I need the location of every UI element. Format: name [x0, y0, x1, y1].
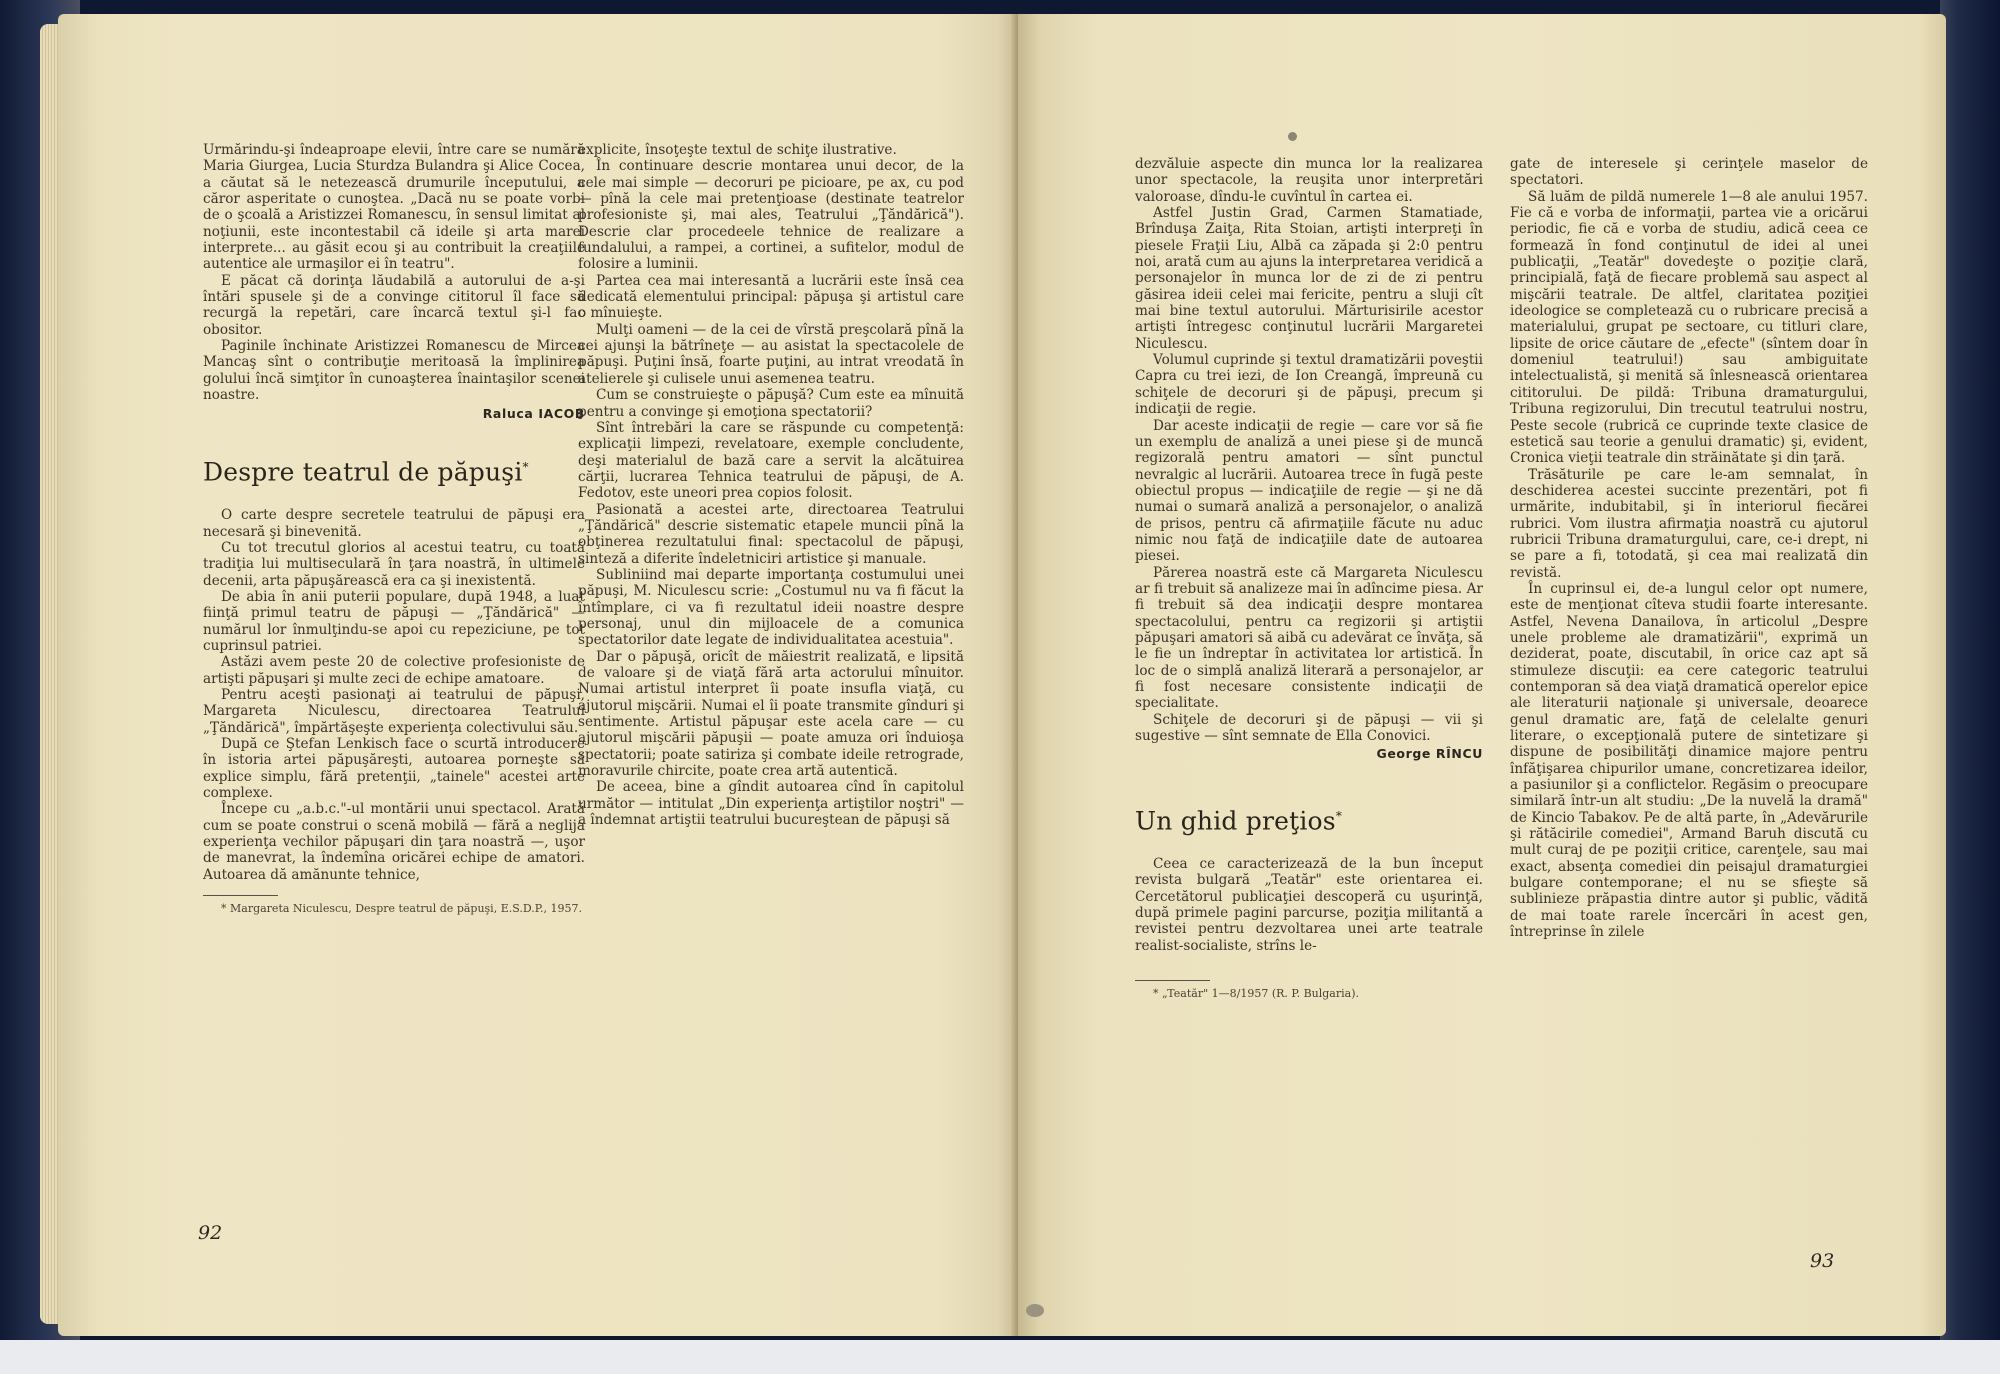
right-column-2 — [1510, 156, 1868, 941]
paragraph: Schiţele de decoruri şi de păpuşi — vii şi sugestive — sînt semnate de Ella Conovici. — [1135, 711, 1483, 745]
article-heading-text: Despre teatrul de păpuşi — [203, 457, 523, 487]
footnote-rule — [203, 895, 278, 896]
paragraph: dezvăluie aspecte din munca lor la realizarea unor spectacole, la reuşita unor interpretări valoroase, dîndu-le cuvîntul în cartea ei. — [1135, 156, 1483, 205]
paragraph: Părerea noastră este că Margareta Niculescu ar fi trebuit să analizeze mai în adîncime piesa. Ar fi trebuit să dea indicaţii despre montarea spectacolului, pentru ca regizorii şi artiştii păpuşari amatori să aibă cu adevărat ce învăţa, să le fie un îndreptar în activitatea lor artistică. În loc de o simplă analiză literară a personajelor, ar fi fost necesare consistente indicaţii de specialitate. — [1135, 564, 1483, 712]
paragraph: În continuare descrie montarea unui decor, de la cele mai simple — decoruri pe picioare, pe ax, cu pod — pînă la cele mai pretenţioase (destinate teatrelor profesioniste şi, mai ales, Teatrului „Ţăndărică"). Descrie clar procedeele tehnice de realizare a fundalului, a rampei, a cortinei, a sufitelor, modul de folosire a luminii. — [578, 158, 964, 273]
footnote-mark: * — [522, 459, 529, 474]
paragraph: Astăzi avem peste 20 de colective profesioniste de artişti păpuşari şi multe zeci de echipe amatoare. — [203, 654, 585, 687]
paragraph: Mulţi oameni — de la cei de vîrstă preşcolară pînă la cei ajunşi la bătrîneţe — au asistat la spectacolele de păpuşi. Puţini însă, foarte puţini, au intrat vreodată în atelierele şi culisele unui asemenea teatru. — [578, 321, 964, 387]
paragraph: Paginile închinate Aristizzei Romanescu de Mircea Mancaş sînt o contribuţie meritoasă la împlinirea golului încă simţitor în cunoaşterea înaintaşilor scenei noastre. — [203, 338, 585, 404]
paragraph: De abia în anii puterii populare, după 1948, a luat fiinţă primul teatru de păpuşi — „Ţăndărică" — numărul lor înmulţindu-se apoi cu repeziciune, pe tot cuprinsul patriei. — [203, 588, 585, 654]
page-number-right: 93 — [1810, 1250, 1835, 1272]
article-signature: Raluca IACOB — [482, 405, 585, 421]
right-page — [1018, 14, 1946, 1336]
paragraph: Urmărindu-şi îndeaproape elevii, între care se numără Maria Giurgea, Lucia Sturdza Bulandra şi Alice Cocea, a căutat să le netezească drumurile începutului, a căror asperitate o cunoştea. „Dacă nu se poate vorbi de o şcoală a Aristizzei Romanescu, în sensul limitat al noţiunii, este incontestabil că ideile şi arta marei interprete... au găsit ecou şi au contribuit la creaţiile autentice ale urmaşilor ei în teatru". — [203, 142, 585, 273]
paragraph: Pentru aceşti pasionaţi ai teatrului de păpuşi, Margareta Niculescu, directoarea Teatrului „Ţăndărică", împărtăşeşte experienţa colectivului său. — [203, 686, 585, 736]
speck — [1026, 1304, 1044, 1317]
paragraph: Începe cu „a.b.c."-ul montării unui spectacol. Arată cum se poate construi o scenă mobilă — fără a neglija experienţa vechilor păpuşari din ţara noastră —, uşor de manevrat, la îndemîna oricărei echipe de amatori. Autoarea dă amănunte tehnice, — [203, 801, 585, 883]
paragraph: O carte despre secretele teatrului de păpuşi era necesară şi binevenită. — [203, 507, 585, 540]
paragraph: Subliniind mai departe importanţa costumului unei păpuşi, M. Niculescu scrie: „Costumul nu va fi făcut la întîmplare, ci va fi rezultatul ideii noastre despre personaj, unul din mijloacele de a comunica spectatorilor date legate de individualitatea acestuia". — [578, 566, 964, 649]
page-number-left: 92 — [198, 1222, 223, 1244]
paragraph: Trăsăturile pe care le-am semnalat, în deschiderea acestei succinte prezentări, pot fi urmărite, indubitabil, şi în interiorul fiecărei rubrici. Vom ilustra afirmaţia noastră cu ajutorul rubricii Tribuna dramaturgului, care, ce-i drept, ni se pare a fi, totodată, şi cea mai realizată din revistă. — [1510, 466, 1868, 581]
book-cover-right — [1940, 0, 2000, 1374]
background-strip — [0, 1340, 2000, 1374]
paragraph: Cum se construieşte o păpuşă? Cum este ea mînuită pentru a convinge şi emoţiona spectatorii? — [578, 387, 964, 420]
speck — [1288, 132, 1297, 141]
left-column-2 — [578, 142, 964, 828]
footnote-rule — [1135, 980, 1210, 981]
paragraph: explicite, însoţeşte textul de schiţe ilustrative. — [578, 142, 897, 158]
paragraph: Pasionată a acestei arte, directoarea Teatrului „Ţăndărică" descrie sistematic etapele muncii pînă la obţinerea rezultatului final: spectacolul de păpuşi, sinteză a diferite îndeletniciri artistice şi manuale. — [578, 501, 964, 567]
paragraph: Astfel Justin Grad, Carmen Stamatiade, Brînduşa Zaiţa, Rita Stoian, artişti interpreţi în piesele Fraţii Liu, Albă ca zăpada şi 2:0 pentru noi, arată cum au ajuns la interpretarea veridică a personajelor în munca lor de zi de zi pentru găsirea ideii celei mai fericite, pentru a sluji cît mai bine textul autorului. Mărturisirile acestor artişti întregesc conţinutul lucrării Margaretei Niculescu. — [1135, 205, 1483, 352]
paragraph: După ce Ştefan Lenkisch face o scurtă introducere în istoria artei păpuşăreşti, autoarea porneşte să explice simplu, fără pretenţii, „tainele" acestei arte complexe. — [203, 735, 585, 802]
paragraph: Volumul cuprinde şi textul dramatizării poveştii Capra cu trei iezi, de Ion Creangă, împreună cu schiţele de decoruri şi de păpuşi, precum şi indicaţii de regie. — [1135, 352, 1483, 418]
paragraph: Ceea ce caracterizează de la bun început revista bulgară „Teatăr" este orientarea ei. Cercetătorul publicaţiei descoperă cu uşurinţă, după primele pagini parcurse, poziţia militantă a revistei pentru dezvoltarea unei arte teatrale realist-socialiste, strîns le- — [1135, 856, 1483, 954]
paragraph: În cuprinsul ei, de-a lungul celor opt numere, este de menţionat cîteva studii foarte interesante. Astfel, Nevena Danailova, în articolul „Despre unele probleme ale dramatizării", exprimă un deziderat, poate, discutabil, în orice caz apt să stimuleze discuţii: ea cere categoric teatrului contemporan să dea viaţă dramatică operelor epice ale literaturii naţionale şi universale, deoarece genul dramatic are, faţă de celelalte genuri literare, o excepţională putere de sintetizare şi dispune de posibilităţi dinamice majore pentru înfăţişarea chipurilor umane, concretizarea ideilor, a pasiunilor şi a conflictelor. Regăsim o preocupare similară într-un alt studiu: „De la nuvelă la dramă" de Kincio Tabakov. Pe de altă parte, în „Adevărurile şi rătăcirile comediei", Armand Baruh discută cu mult curaj de pe poziţii critice, carenţele, sau mai exact, absenţa comediei din peisajul dramaturgiei bulgare contemporane; el nu se sfieşte să sublinieze prăpastia dintre autor şi public, vădită de mai toate rarele încercări în acest gen, întreprinse în zilele — [1510, 580, 1868, 941]
article-heading-text: Un ghid preţios — [1135, 806, 1336, 836]
paragraph: Dar o păpuşă, oricît de măiestrit realizată, e lipsită de valoare şi de viaţă fără arta actorului mînuitor. Numai artistul interpret îi poate insufla viaţă, cu ajutorul mişcării. Numai el îi poate transmite gînduri şi sentimente. Artistul păpuşar este acela care — cu ajutorul mişcării păpuşii — poate amuza ori înduioşa spectatorii; poate satiriza şi combate ideile retrograde, moravurile chircite, poate crea artă autentică. — [578, 648, 964, 780]
footnote: * Margareta Niculescu, Despre teatrul de păpuşi, E.S.D.P., 1957. — [221, 902, 582, 916]
article-heading — [203, 452, 585, 487]
paragraph: Cu tot trecutul glorios al acestui teatru, cu toată tradiţia lui multiseculară în ţara noastră, în ultimele decenii, arta păpuşărească era ca şi inexistentă. — [203, 539, 585, 589]
article-heading — [1135, 801, 1483, 836]
paragraph: Dar aceste indicaţii de regie — care vor să fie un exemplu de analiză a unei piese şi de muncă regizorală pentru amatori — sînt punctul nevralgic al lucrării. Autoarea trece în fugă peste obiectul propus — indicaţiile de regie — şi ne dă numai o sumară analiză a personajelor, o analiză de prisos, pentru că afirmaţiile făcute nu aduc nimic nou faţă de indicaţiile date de autoarea piesei. — [1135, 417, 1483, 565]
paragraph: E păcat că dorinţa lăudabilă a autorului de a-şi întări spusele şi de a convinge cititorul îl face să recurgă la repetări, care încarcă textul şi-l fac obositor. — [203, 272, 585, 338]
left-page — [58, 14, 1018, 1336]
paragraph: gate de interesele şi cerinţele maselor de spectatori. — [1510, 156, 1868, 189]
paragraph: Să luăm de pildă numerele 1—8 ale anului 1957. Fie că e vorba de informaţii, partea vie a oricărui periodic, fie că e vorba de studiu, adică ceea ce formează în fond conţinutul de idei al unei publicaţii, „Teatăr" dovedeşte o poziţie clară, principială, faţă de fiecare problemă sau aspect al mişcării teatrale. De altfel, claritatea poziţiei ideologice se completează cu o rubricare precisă a materialului, grupat pe sectoare, cu titluri clare, lipsite de orice căutare de „efecte" (sîntem doar în domeniul teatrului!) sau ambiguitate intelectualistă, şi menită să înlesnească orientarea cititorului. De pildă: Tribuna dramaturgului, Tribuna regizorului, Din trecutul teatrului nostru, Peste secole (rubrică ce cuprinde texte clasice de estetică sau teorie a genului dramatic) şi, evident, Cronica vieţii teatrale din străinătate şi din ţară. — [1510, 188, 1868, 467]
paragraph: De aceea, bine a gîndit autoarea cînd în capitolul următor — intitulat „Din experienţa artiştilor noştri" — a îndemnat artiştii teatrului bucureştean de păpuşi să — [578, 779, 964, 829]
right-column-1 — [1135, 156, 1483, 1000]
article-signature: George RÎNCU — [1376, 746, 1483, 762]
paragraph: Partea cea mai interesantă a lucrării este însă cea dedicată elementului principal: păpuşa şi artistul care o mînuieşte. — [578, 272, 964, 322]
footnote-mark: * — [1335, 808, 1343, 823]
left-column-1 — [203, 142, 585, 915]
paragraph: Sînt întrebări la care se răspunde cu competenţă: explicaţii limpezi, revelatoare, exemple concludente, deşi materialul de bază care a servit la alcătuirea cărţii, lucrarea Tehnica teatrului de păpuşi, de A. Fedotov, este uneori prea copios folosit. — [578, 419, 964, 502]
footnote: * „Teatăr" 1—8/1957 (R. P. Bulgaria). — [1153, 987, 1359, 1001]
